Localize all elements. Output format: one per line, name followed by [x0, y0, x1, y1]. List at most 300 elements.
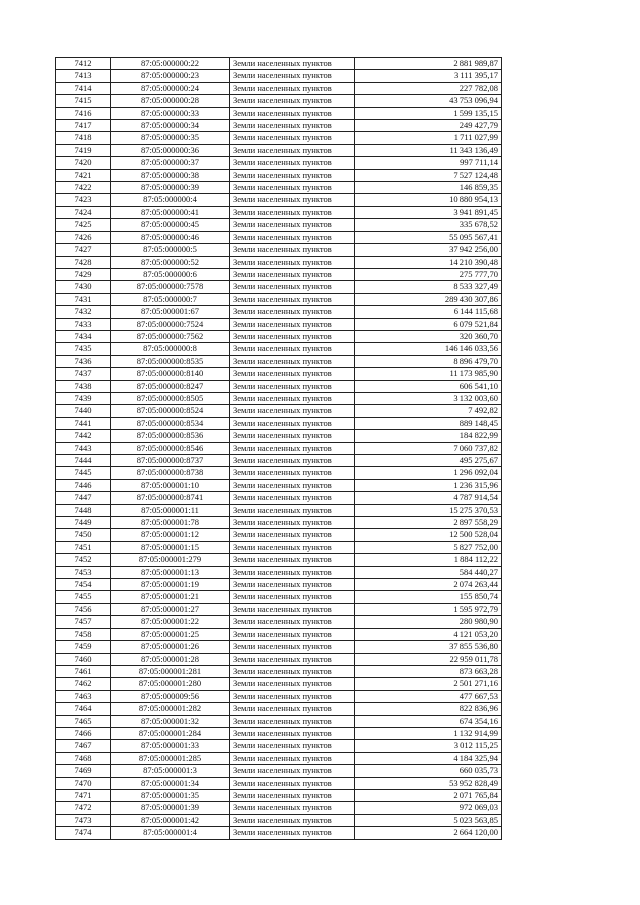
row-number-cell: 7445: [56, 467, 111, 479]
cadastral-value-cell: 146 146 033,56: [355, 343, 502, 355]
row-number-cell: 7421: [56, 169, 111, 181]
cadastral-value-cell: 37 942 256,00: [355, 244, 502, 256]
row-number-cell: 7424: [56, 206, 111, 218]
row-number-cell: 7462: [56, 678, 111, 690]
table-row: [56, 591, 502, 603]
row-number-cell: 7452: [56, 554, 111, 566]
land-category-cell: Земли населенных пунктов: [230, 740, 355, 752]
cadastral-value-cell: 22 959 011,78: [355, 653, 502, 665]
cadastral-value-cell: 1 296 092,04: [355, 467, 502, 479]
row-number-cell: 7459: [56, 641, 111, 653]
cadastral-value-cell: 275 777,70: [355, 268, 502, 280]
cadastral-value-cell: 4 121 053,20: [355, 628, 502, 640]
land-category-cell: Земли населенных пунктов: [230, 603, 355, 615]
cadastral-value-cell: 15 275 370,53: [355, 504, 502, 516]
cadastral-number-cell: 87:05:000001:27: [111, 603, 230, 615]
land-category-cell: Земли населенных пунктов: [230, 678, 355, 690]
cadastral-number-cell: 87:05:000001:11: [111, 504, 230, 516]
land-category-cell: Земли населенных пунктов: [230, 256, 355, 268]
table-row: [56, 95, 502, 107]
cadastral-value-cell: 43 753 096,94: [355, 95, 502, 107]
table-row: [56, 703, 502, 715]
land-category-cell: Земли населенных пунктов: [230, 58, 355, 70]
land-category-cell: Земли населенных пунктов: [230, 789, 355, 801]
table-row: [56, 120, 502, 132]
land-category-cell: Земли населенных пунктов: [230, 492, 355, 504]
table-row: [56, 467, 502, 479]
table-row: [56, 727, 502, 739]
cadastral-number-cell: 87:05:000001:33: [111, 740, 230, 752]
land-category-cell: Земли населенных пунктов: [230, 231, 355, 243]
land-category-cell: Земли населенных пунктов: [230, 95, 355, 107]
land-category-cell: Земли населенных пунктов: [230, 343, 355, 355]
cadastral-value-cell: 997 711,14: [355, 157, 502, 169]
cadastral-number-cell: 87:05:000000:5: [111, 244, 230, 256]
cadastral-value-cell: 2 881 989,87: [355, 58, 502, 70]
cadastral-number-cell: 87:05:000000:8536: [111, 430, 230, 442]
row-number-cell: 7415: [56, 95, 111, 107]
row-number-cell: 7442: [56, 430, 111, 442]
table-row: [56, 777, 502, 789]
cadastral-number-cell: 87:05:000000:8737: [111, 455, 230, 467]
row-number-cell: 7460: [56, 653, 111, 665]
cadastral-number-cell: 87:05:000001:32: [111, 715, 230, 727]
cadastral-value-cell: 12 500 528,04: [355, 529, 502, 541]
table-row: [56, 244, 502, 256]
cadastral-value-cell: 155 850,74: [355, 591, 502, 603]
row-number-cell: 7471: [56, 789, 111, 801]
cadastral-value-cell: 584 440,27: [355, 566, 502, 578]
table-row: [56, 70, 502, 82]
table-row: [56, 740, 502, 752]
table-row: [56, 554, 502, 566]
row-number-cell: 7447: [56, 492, 111, 504]
cadastral-value-cell: 5 827 752,00: [355, 541, 502, 553]
land-category-cell: Земли населенных пунктов: [230, 665, 355, 677]
cadastral-number-cell: 87:05:000001:4: [111, 827, 230, 839]
table-row: [56, 268, 502, 280]
table-row: [56, 603, 502, 615]
cadastral-value-cell: 1 599 135,15: [355, 107, 502, 119]
cadastral-value-cell: 477 667,53: [355, 690, 502, 702]
cadastral-value-cell: 4 787 914,54: [355, 492, 502, 504]
row-number-cell: 7467: [56, 740, 111, 752]
cadastral-number-cell: 87:05:000001:67: [111, 306, 230, 318]
cadastral-number-cell: 87:05:000000:8741: [111, 492, 230, 504]
table-row: [56, 330, 502, 342]
table-row: [56, 417, 502, 429]
table-row: [56, 455, 502, 467]
table-row: [56, 293, 502, 305]
cadastral-number-cell: 87:05:000001:22: [111, 616, 230, 628]
cadastral-value-cell: 320 360,70: [355, 330, 502, 342]
row-number-cell: 7433: [56, 318, 111, 330]
land-category-cell: Земли населенных пунктов: [230, 504, 355, 516]
row-number-cell: 7446: [56, 479, 111, 491]
cadastral-number-cell: 87:05:000001:42: [111, 814, 230, 826]
cadastral-value-cell: 7 060 737,82: [355, 442, 502, 454]
land-category-cell: Земли населенных пунктов: [230, 653, 355, 665]
cadastral-value-cell: 146 859,35: [355, 182, 502, 194]
cadastral-number-cell: 87:05:000001:34: [111, 777, 230, 789]
land-category-cell: Земли населенных пунктов: [230, 169, 355, 181]
table-row: [56, 616, 502, 628]
cadastral-number-cell: 87:05:000000:37: [111, 157, 230, 169]
cadastral-number-cell: 87:05:000000:28: [111, 95, 230, 107]
row-number-cell: 7472: [56, 802, 111, 814]
table-row: [56, 144, 502, 156]
table-row: [56, 306, 502, 318]
table-row: [56, 157, 502, 169]
cadastral-number-cell: 87:05:000001:284: [111, 727, 230, 739]
table-row: [56, 405, 502, 417]
row-number-cell: 7430: [56, 281, 111, 293]
land-category-cell: Земли населенных пунктов: [230, 430, 355, 442]
cadastral-value-cell: 55 095 567,41: [355, 231, 502, 243]
table-row: [56, 256, 502, 268]
table-row: [56, 194, 502, 206]
row-number-cell: 7418: [56, 132, 111, 144]
cadastral-value-cell: 889 148,45: [355, 417, 502, 429]
row-number-cell: 7420: [56, 157, 111, 169]
cadastral-value-cell: 280 980,90: [355, 616, 502, 628]
row-number-cell: 7419: [56, 144, 111, 156]
table-row: [56, 653, 502, 665]
land-category-cell: Земли населенных пунктов: [230, 529, 355, 541]
cadastral-value-cell: 7 527 124,48: [355, 169, 502, 181]
cadastral-number-cell: 87:05:000001:12: [111, 529, 230, 541]
land-category-cell: Земли населенных пунктов: [230, 777, 355, 789]
row-number-cell: 7453: [56, 566, 111, 578]
cadastral-value-cell: 3 132 003,60: [355, 392, 502, 404]
table-row: [56, 442, 502, 454]
table-row: [56, 479, 502, 491]
row-number-cell: 7464: [56, 703, 111, 715]
table-row: [56, 368, 502, 380]
cadastral-value-cell: 289 430 307,86: [355, 293, 502, 305]
land-category-cell: Земли населенных пунктов: [230, 368, 355, 380]
row-number-cell: 7423: [56, 194, 111, 206]
table-body: [56, 58, 502, 840]
cadastral-number-cell: 87:05:000000:8247: [111, 380, 230, 392]
cadastral-value-cell: 2 071 765,84: [355, 789, 502, 801]
table-row: [56, 517, 502, 529]
cadastral-number-cell: 87:05:000001:19: [111, 579, 230, 591]
land-category-cell: Земли населенных пунктов: [230, 442, 355, 454]
row-number-cell: 7414: [56, 82, 111, 94]
table-row: [56, 752, 502, 764]
row-number-cell: 7435: [56, 343, 111, 355]
cadastral-number-cell: 87:05:000000:8: [111, 343, 230, 355]
table-row: [56, 169, 502, 181]
cadastral-value-cell: 972 069,03: [355, 802, 502, 814]
land-category-cell: Земли населенных пунктов: [230, 144, 355, 156]
row-number-cell: 7437: [56, 368, 111, 380]
cadastral-number-cell: 87:05:000000:45: [111, 219, 230, 231]
row-number-cell: 7438: [56, 380, 111, 392]
cadastral-value-cell: 873 663,28: [355, 665, 502, 677]
land-category-cell: Земли населенных пунктов: [230, 827, 355, 839]
row-number-cell: 7427: [56, 244, 111, 256]
cadastral-number-cell: 87:05:000001:13: [111, 566, 230, 578]
table-row: [56, 219, 502, 231]
cadastral-value-cell: 53 952 828,49: [355, 777, 502, 789]
table-row: [56, 281, 502, 293]
cadastral-number-cell: 87:05:000000:6: [111, 268, 230, 280]
row-number-cell: 7431: [56, 293, 111, 305]
row-number-cell: 7434: [56, 330, 111, 342]
table-row: [56, 182, 502, 194]
cadastral-number-cell: 87:05:000000:8738: [111, 467, 230, 479]
cadastral-number-cell: 87:05:000000:34: [111, 120, 230, 132]
cadastral-number-cell: 87:05:000001:3: [111, 765, 230, 777]
land-category-cell: Земли населенных пунктов: [230, 318, 355, 330]
land-category-cell: Земли населенных пунктов: [230, 579, 355, 591]
row-number-cell: 7473: [56, 814, 111, 826]
cadastral-value-cell: 2 501 271,16: [355, 678, 502, 690]
table-row: [56, 566, 502, 578]
land-category-cell: Земли населенных пунктов: [230, 690, 355, 702]
table-row: [56, 206, 502, 218]
cadastral-number-cell: 87:05:000000:23: [111, 70, 230, 82]
table-row: [56, 82, 502, 94]
cadastral-number-cell: 87:05:000000:36: [111, 144, 230, 156]
land-category-cell: Земли населенных пунктов: [230, 715, 355, 727]
land-category-cell: Земли населенных пунктов: [230, 281, 355, 293]
cadastral-number-cell: 87:05:000001:279: [111, 554, 230, 566]
table-row: [56, 715, 502, 727]
cadastral-value-cell: 8 533 327,49: [355, 281, 502, 293]
cadastral-value-cell: 11 343 136,49: [355, 144, 502, 156]
cadastral-value-cell: 3 941 891,45: [355, 206, 502, 218]
cadastral-value-cell: 7 492,82: [355, 405, 502, 417]
row-number-cell: 7439: [56, 392, 111, 404]
land-category-cell: Земли населенных пунктов: [230, 765, 355, 777]
land-category-cell: Земли населенных пунктов: [230, 107, 355, 119]
table-row: [56, 430, 502, 442]
row-number-cell: 7440: [56, 405, 111, 417]
table-row: [56, 690, 502, 702]
row-number-cell: 7428: [56, 256, 111, 268]
row-number-cell: 7432: [56, 306, 111, 318]
row-number-cell: 7466: [56, 727, 111, 739]
cadastral-value-cell: 606 541,10: [355, 380, 502, 392]
cadastral-value-cell: 2 074 263,44: [355, 579, 502, 591]
cadastral-number-cell: 87:05:000000:8534: [111, 417, 230, 429]
table-row: [56, 504, 502, 516]
row-number-cell: 7426: [56, 231, 111, 243]
table-row: [56, 58, 502, 70]
table-row: [56, 231, 502, 243]
row-number-cell: 7449: [56, 517, 111, 529]
table-row: [56, 579, 502, 591]
document-page: [55, 57, 502, 840]
table-row: [56, 343, 502, 355]
row-number-cell: 7416: [56, 107, 111, 119]
cadastral-number-cell: 87:05:000000:8546: [111, 442, 230, 454]
cadastral-number-cell: 87:05:000000:8535: [111, 355, 230, 367]
land-category-cell: Земли населенных пунктов: [230, 517, 355, 529]
cadastral-value-cell: 5 023 563,85: [355, 814, 502, 826]
cadastral-value-cell: 4 184 325,94: [355, 752, 502, 764]
row-number-cell: 7417: [56, 120, 111, 132]
land-category-cell: Земли населенных пунктов: [230, 392, 355, 404]
land-category-cell: Земли населенных пунктов: [230, 541, 355, 553]
land-category-cell: Земли населенных пунктов: [230, 641, 355, 653]
land-category-cell: Земли населенных пунктов: [230, 70, 355, 82]
cadastral-number-cell: 87:05:000001:285: [111, 752, 230, 764]
table-row: [56, 789, 502, 801]
cadastral-number-cell: 87:05:000000:7524: [111, 318, 230, 330]
cadastral-value-cell: 6 144 115,68: [355, 306, 502, 318]
table-row: [56, 641, 502, 653]
cadastral-number-cell: 87:05:000000:38: [111, 169, 230, 181]
land-category-cell: Земли населенных пунктов: [230, 219, 355, 231]
land-category-cell: Земли населенных пунктов: [230, 628, 355, 640]
cadastral-value-cell: 1 711 027,99: [355, 132, 502, 144]
land-category-cell: Земли населенных пунктов: [230, 455, 355, 467]
cadastral-number-cell: 87:05:000001:28: [111, 653, 230, 665]
cadastral-number-cell: 87:05:000000:22: [111, 58, 230, 70]
table-row: [56, 355, 502, 367]
cadastral-number-cell: 87:05:000001:26: [111, 641, 230, 653]
cadastral-number-cell: 87:05:000009:56: [111, 690, 230, 702]
cadastral-number-cell: 87:05:000001:15: [111, 541, 230, 553]
cadastral-value-cell: 249 427,79: [355, 120, 502, 132]
cadastral-value-cell: 495 275,67: [355, 455, 502, 467]
land-category-cell: Земли населенных пунктов: [230, 206, 355, 218]
cadastral-number-cell: 87:05:000001:280: [111, 678, 230, 690]
cadastral-value-cell: 2 897 558,29: [355, 517, 502, 529]
land-category-cell: Земли населенных пунктов: [230, 132, 355, 144]
cadastral-value-cell: 227 782,08: [355, 82, 502, 94]
cadastral-number-cell: 87:05:000000:8524: [111, 405, 230, 417]
row-number-cell: 7469: [56, 765, 111, 777]
cadastral-value-cell: 184 822,99: [355, 430, 502, 442]
land-category-cell: Земли населенных пунктов: [230, 306, 355, 318]
cadastral-value-cell: 14 210 390,48: [355, 256, 502, 268]
cadastral-number-cell: 87:05:000000:24: [111, 82, 230, 94]
cadastral-number-cell: 87:05:000000:8140: [111, 368, 230, 380]
land-category-cell: Земли населенных пунктов: [230, 479, 355, 491]
table-row: [56, 541, 502, 553]
land-category-cell: Земли населенных пунктов: [230, 182, 355, 194]
table-row: [56, 392, 502, 404]
land-category-cell: Земли населенных пунктов: [230, 380, 355, 392]
land-category-cell: Земли населенных пунктов: [230, 268, 355, 280]
cadastral-value-cell: 1 595 972,79: [355, 603, 502, 615]
table-row: [56, 814, 502, 826]
cadastral-value-cell: 1 132 914,99: [355, 727, 502, 739]
table-row: [56, 628, 502, 640]
cadastral-number-cell: 87:05:000000:4: [111, 194, 230, 206]
land-category-cell: Земли населенных пунктов: [230, 554, 355, 566]
row-number-cell: 7454: [56, 579, 111, 591]
cadastral-value-cell: 674 354,16: [355, 715, 502, 727]
land-category-cell: Земли населенных пунктов: [230, 814, 355, 826]
row-number-cell: 7455: [56, 591, 111, 603]
cadastral-number-cell: 87:05:000001:281: [111, 665, 230, 677]
land-category-cell: Земли населенных пунктов: [230, 417, 355, 429]
table-row: [56, 492, 502, 504]
cadastral-number-cell: 87:05:000000:7578: [111, 281, 230, 293]
row-number-cell: 7461: [56, 665, 111, 677]
row-number-cell: 7443: [56, 442, 111, 454]
table-row: [56, 678, 502, 690]
cadastral-number-cell: 87:05:000000:52: [111, 256, 230, 268]
row-number-cell: 7450: [56, 529, 111, 541]
table-row: [56, 802, 502, 814]
table-row: [56, 380, 502, 392]
cadastral-number-cell: 87:05:000001:10: [111, 479, 230, 491]
cadastral-value-cell: 6 079 521,84: [355, 318, 502, 330]
land-category-cell: Земли населенных пунктов: [230, 591, 355, 603]
row-number-cell: 7474: [56, 827, 111, 839]
table-row: [56, 665, 502, 677]
land-category-cell: Земли населенных пунктов: [230, 566, 355, 578]
cadastral-value-table: [55, 57, 502, 840]
table-row: [56, 765, 502, 777]
row-number-cell: 7468: [56, 752, 111, 764]
cadastral-number-cell: 87:05:000001:35: [111, 789, 230, 801]
cadastral-value-cell: 335 678,52: [355, 219, 502, 231]
cadastral-number-cell: 87:05:000000:8505: [111, 392, 230, 404]
cadastral-value-cell: 3 012 115,25: [355, 740, 502, 752]
row-number-cell: 7422: [56, 182, 111, 194]
row-number-cell: 7436: [56, 355, 111, 367]
row-number-cell: 7470: [56, 777, 111, 789]
cadastral-number-cell: 87:05:000000:33: [111, 107, 230, 119]
cadastral-number-cell: 87:05:000000:35: [111, 132, 230, 144]
cadastral-number-cell: 87:05:000000:46: [111, 231, 230, 243]
land-category-cell: Земли населенных пунктов: [230, 157, 355, 169]
table-row: [56, 107, 502, 119]
land-category-cell: Земли населенных пунктов: [230, 82, 355, 94]
cadastral-value-cell: 1 884 112,22: [355, 554, 502, 566]
cadastral-number-cell: 87:05:000000:41: [111, 206, 230, 218]
land-category-cell: Земли населенных пунктов: [230, 194, 355, 206]
land-category-cell: Земли населенных пунктов: [230, 727, 355, 739]
row-number-cell: 7456: [56, 603, 111, 615]
table-row: [56, 529, 502, 541]
row-number-cell: 7457: [56, 616, 111, 628]
land-category-cell: Земли населенных пунктов: [230, 802, 355, 814]
land-category-cell: Земли населенных пунктов: [230, 616, 355, 628]
cadastral-number-cell: 87:05:000001:78: [111, 517, 230, 529]
cadastral-value-cell: 8 896 479,70: [355, 355, 502, 367]
row-number-cell: 7441: [56, 417, 111, 429]
cadastral-number-cell: 87:05:000000:39: [111, 182, 230, 194]
cadastral-value-cell: 660 035,73: [355, 765, 502, 777]
cadastral-number-cell: 87:05:000001:21: [111, 591, 230, 603]
row-number-cell: 7458: [56, 628, 111, 640]
land-category-cell: Земли населенных пунктов: [230, 355, 355, 367]
row-number-cell: 7444: [56, 455, 111, 467]
cadastral-number-cell: 87:05:000001:39: [111, 802, 230, 814]
land-category-cell: Земли населенных пунктов: [230, 120, 355, 132]
row-number-cell: 7413: [56, 70, 111, 82]
cadastral-value-cell: 3 111 395,17: [355, 70, 502, 82]
table-row: [56, 132, 502, 144]
cadastral-value-cell: 2 664 120,00: [355, 827, 502, 839]
row-number-cell: 7465: [56, 715, 111, 727]
cadastral-number-cell: 87:05:000000:7562: [111, 330, 230, 342]
row-number-cell: 7425: [56, 219, 111, 231]
row-number-cell: 7412: [56, 58, 111, 70]
land-category-cell: Земли населенных пунктов: [230, 293, 355, 305]
land-category-cell: Земли населенных пунктов: [230, 244, 355, 256]
table-row: [56, 318, 502, 330]
